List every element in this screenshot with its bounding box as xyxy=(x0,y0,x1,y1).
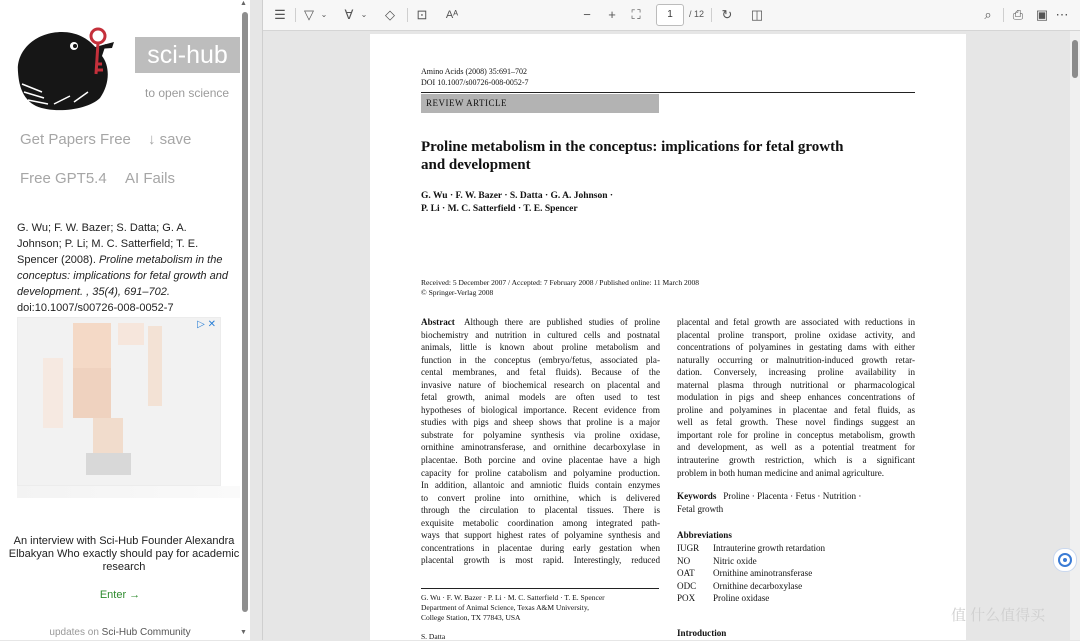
abbreviation-key: POX xyxy=(677,593,696,603)
interview-text: An interview with Sci-Hub Founder Alexandra Elbakyan Who exactly should pay for academic research xyxy=(8,535,240,573)
abstract-line: In addition, allantoic and amniotic fluids contain enzymes xyxy=(421,480,660,491)
article-type: REVIEW ARTICLE xyxy=(426,98,508,108)
abstract-text: Although there are published studies of proline xyxy=(463,317,660,327)
abbreviation-row xyxy=(677,555,825,568)
ad-strip xyxy=(17,486,240,498)
advertisement[interactable] xyxy=(17,317,221,486)
abstract-line: problem in both human medicine and animal agriculture. xyxy=(677,467,885,478)
abstract-line: hypotheses of biological importance. Recent evidence from xyxy=(421,404,660,415)
toolbar-separator xyxy=(295,8,296,22)
abbreviation-value: Proline oxidase xyxy=(713,593,770,603)
abstract-label: Abstract xyxy=(421,317,455,327)
abbreviation-key: IUGR xyxy=(677,543,700,553)
keywords-text: Proline · Placenta · Fetus · Nutrition · xyxy=(723,491,862,501)
chevron-down-icon[interactable]: ⌄ xyxy=(360,10,368,19)
abstract-line: through the circulation to placental tissues. There is xyxy=(421,505,660,516)
abbreviation-row xyxy=(677,580,825,593)
abbreviations-list xyxy=(677,542,825,605)
zoom-in-icon[interactable]: + xyxy=(608,7,616,22)
abstract-line: well as fetal growth. These novel findings suggest an xyxy=(677,417,915,428)
abstract-line: modulation in pigs and sheep enhances concentrations of xyxy=(677,392,915,403)
abbreviation-key: OAT xyxy=(677,568,695,578)
abstract-line: substrate for polyamine synthesis via proline oxidase, xyxy=(421,429,660,440)
citation-authors: G. Wu; F. W. Bazer; S. Datta; G. A. Johnson; P. Li; M. C. Satterfield; T. E. Spencer (2008). xyxy=(17,222,199,266)
updates-prefix: updates on xyxy=(49,627,102,638)
introduction-heading: Introduction xyxy=(677,628,727,638)
authors-line1: G. Wu · F. W. Bazer · S. Datta · G. A. Johnson · xyxy=(421,191,614,201)
watermark: 值 什么值得买 xyxy=(951,607,1046,624)
pdf-page xyxy=(370,34,966,640)
abbreviations-label: Abbreviations xyxy=(677,530,732,540)
pdf-toolbar xyxy=(263,0,1080,31)
toolbar-separator xyxy=(711,8,712,22)
abstract-line: to convert proline into ornithine, which is delivered xyxy=(421,492,660,503)
abstract-line: studies with pigs and sheep shows that proline is a major xyxy=(421,417,660,428)
save-link[interactable]: ↓ save xyxy=(148,131,192,148)
abstract-left-column xyxy=(421,316,660,567)
affiliation-line3: College Station, TX 77843, USA xyxy=(421,613,521,622)
affiliation-line4: S. Datta xyxy=(421,632,446,641)
abbreviation-key: NO xyxy=(677,555,691,566)
updates-line xyxy=(0,627,240,638)
search-icon[interactable]: ⌕ xyxy=(984,7,992,22)
abstract-right-column xyxy=(677,316,915,479)
abstract-line: fetal growth, animal models are often used to test xyxy=(421,392,660,403)
toolbar-separator xyxy=(407,8,408,22)
abstract-line: function in the conceptus (embryo/fetus, associated pla- xyxy=(421,354,660,365)
pdf-viewer xyxy=(263,0,1080,640)
ad-choices-icon[interactable]: ▷ ✕ xyxy=(197,319,216,330)
abstract-line: placental and fetal growth are associated with reductions in xyxy=(677,317,915,327)
text-box-icon[interactable]: ⊡ xyxy=(416,7,428,22)
abstract-line: naturally occurring or malnutrition-induced growth retar- xyxy=(677,354,915,365)
abstract-line: exquisite metabolic coordination among integrated path- xyxy=(421,517,660,528)
abstract-line: capacity for proline catabolism and polyamine production. xyxy=(421,467,660,478)
abbreviation-value: Ornithine decarboxylase xyxy=(713,580,803,591)
affiliation-line1: G. Wu · F. W. Bazer · P. Li · M. C. Satterfield · T. E. Spencer xyxy=(421,593,605,602)
abstract-line: placentae. Both porcine and ovine placentae have a high xyxy=(421,455,660,466)
draw-icon[interactable]: ∀ xyxy=(344,7,354,22)
assistant-floating-button[interactable] xyxy=(1053,548,1077,572)
keywords-line2: Fetal growth xyxy=(677,504,724,514)
keywords-line1 xyxy=(677,491,861,501)
sci-hub-logo-text[interactable]: sci-hub xyxy=(135,37,240,73)
abstract-line: intrauterine growth restriction, which is a significant xyxy=(677,455,915,466)
print-icon[interactable]: ⎙ xyxy=(1012,7,1024,22)
fit-page-icon[interactable]: ⛶ xyxy=(631,7,641,22)
abstract-line: dation. Conversely, increasing proline availability in xyxy=(677,367,915,378)
citation-title: Proline metabolism in the conceptus: implications for fetal growth and development. , 35(4), 691–702. xyxy=(17,254,228,298)
raven-logo[interactable] xyxy=(14,22,118,112)
assistant-icon xyxy=(1054,549,1076,571)
free-gpt-link[interactable]: Free GPT5.4 xyxy=(20,170,107,187)
chevron-down-icon[interactable]: ⌄ xyxy=(320,10,328,19)
journal-line: Amino Acids (2008) 35:691–702 xyxy=(421,67,527,76)
received-line: Received: 5 December 2007 / Accepted: 7 February 2008 / Published online: 11 March 2008 xyxy=(421,278,699,287)
get-papers-link[interactable]: Get Papers Free xyxy=(20,131,131,148)
abbreviation-value: Ornithine aminotransferase xyxy=(713,568,813,578)
abstract-line: biochemistry and nutrition in cultured cells and postnatal xyxy=(421,329,660,340)
page-number-input[interactable]: 1 xyxy=(656,4,684,26)
footnote-rule xyxy=(421,588,659,589)
abstract-line: concentrations in placentae during early gestation when xyxy=(421,542,660,553)
citation xyxy=(17,220,232,316)
abstract-line: proline and polyamines in placentae and fetal fluids, as xyxy=(677,404,915,415)
abstract-line: maternal plasma through nutritional or pharmacological xyxy=(677,379,915,390)
page-total: / 12 xyxy=(689,9,705,19)
abstract-line: and development, as well as a potential treatment for xyxy=(677,442,915,453)
affiliation-line2: Department of Animal Science, Texas A&M University, xyxy=(421,603,589,612)
authors-line2: P. Li · M. C. Satterfield · T. E. Spencer xyxy=(421,204,578,214)
zoom-out-icon[interactable]: − xyxy=(583,7,591,22)
read-aloud-icon[interactable]: Aᴬ xyxy=(445,9,459,21)
enter-link[interactable]: Enter → xyxy=(99,589,141,601)
abstract-line: ways that support highest rates of polyamine synthesis and xyxy=(421,530,660,541)
abstract-line: placental growth is most rapid. Interestingly, reduced xyxy=(421,555,660,566)
header-rule xyxy=(421,92,915,93)
abstract-line: animals, little is known about proline metabolism and xyxy=(421,342,660,353)
tagline: to open science xyxy=(145,86,230,100)
abstract-line: placental proline transport, proline oxidase activity, and xyxy=(677,329,915,340)
page-view-icon[interactable]: ◫ xyxy=(750,7,764,22)
ai-fails-link[interactable]: AI Fails xyxy=(125,170,176,187)
scroll-down-icon[interactable]: ▼ xyxy=(240,629,247,636)
toolbar-separator xyxy=(1003,8,1004,22)
eraser-icon[interactable]: ◇ xyxy=(385,7,395,22)
abbreviation-value: Nitric oxide xyxy=(713,555,757,566)
highlight-icon[interactable]: ▽ xyxy=(304,7,314,22)
abstract-line: important role for proline in conceptus metabolism, growth xyxy=(677,429,915,440)
doi-line: DOI 10.1007/s00726-008-0052-7 xyxy=(421,78,529,87)
abbreviation-row xyxy=(677,567,825,580)
abbreviation-row xyxy=(677,542,825,555)
abstract-line: invasive nature of biochemical research on placental and xyxy=(421,379,660,390)
citation-doi[interactable]: doi:10.1007/s00726-008-0052-7 xyxy=(17,302,174,314)
rotate-icon[interactable]: ↻ xyxy=(721,7,733,22)
outline-icon[interactable]: ☰ xyxy=(274,7,286,22)
more-options-icon[interactable]: ⋯ xyxy=(1055,7,1069,22)
abbreviation-value: Intrauterine growth retardation xyxy=(713,543,826,553)
abstract-line: concentrations of polyamines in gestating dams with either xyxy=(677,342,915,353)
abstract-line: ornithine aminotransferase, and ornithine decarboxylase in xyxy=(421,442,660,453)
community-link[interactable]: Sci-Hub Community xyxy=(101,627,191,638)
abstract-line: cental membranes, and fetal fluids). Because of the xyxy=(421,367,660,378)
abbreviation-key: ODC xyxy=(677,580,697,591)
article-title-line1: Proline metabolism in the conceptus: implications for fetal growth xyxy=(421,139,844,155)
abstract-line xyxy=(421,316,660,329)
save-icon[interactable]: ▣ xyxy=(1035,7,1049,22)
copyright-line: © Springer-Verlag 2008 xyxy=(421,288,494,297)
sidebar xyxy=(0,0,250,640)
scroll-up-icon[interactable]: ▲ xyxy=(240,0,247,7)
article-title-line2: and development xyxy=(421,157,531,173)
sidebar-scrollbar-thumb[interactable] xyxy=(242,12,248,612)
pdf-scrollbar-thumb[interactable] xyxy=(1072,40,1078,78)
abbreviation-row xyxy=(677,592,825,605)
keywords-label: Keywords xyxy=(677,491,717,501)
